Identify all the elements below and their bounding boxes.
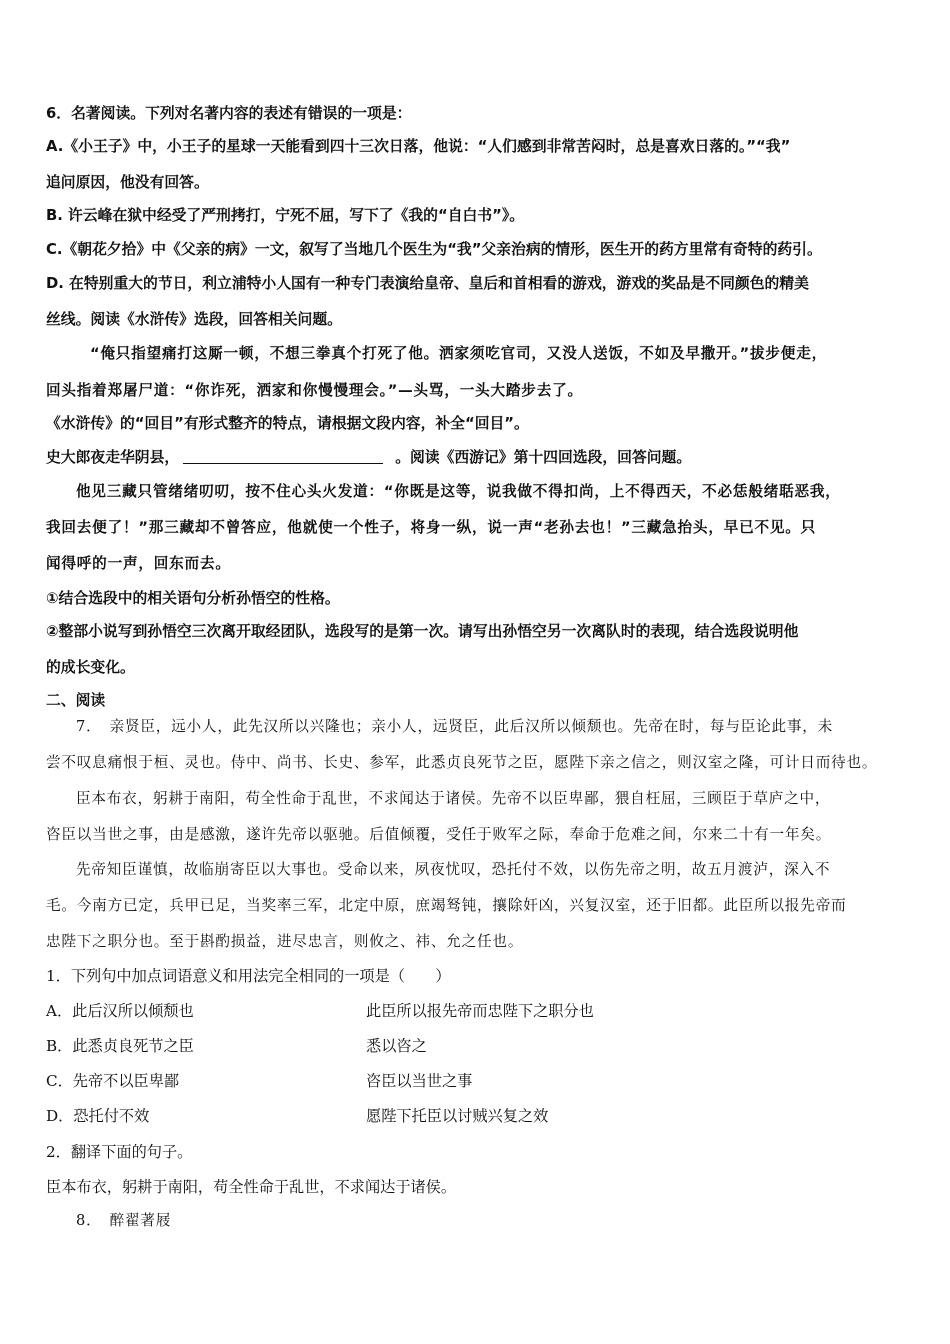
q1-option-b-right: 悉以咨之 bbox=[366, 1037, 427, 1055]
shuihu-quote: “俺只指望痛打这厮一顿，不想三拳真个打死了他。洒家须吃官司，又没人送饭，不如及早撒开。”拔步便走， bbox=[90, 345, 827, 362]
shuihu-question: 《水浒传》的“回目”有形式整齐的特点，请根据文段内容，补全“回目”。 bbox=[46, 415, 529, 432]
passage-line: 毛。今南方已定，兵甲已足，当奖率三军，北定中原，庶竭驽钝，攘除奸凶，兴复汉室，还于旧都。此臣所以报先帝而 bbox=[46, 897, 847, 914]
q2-stem: 2．翻译下面的句子。 bbox=[46, 1143, 193, 1161]
q6-option-d: D. 在特别重大的节日，利立浦特小人国有一种专门表演给皇帝、皇后和首相看的游戏，游戏的奖品是不同颜色的精美 bbox=[46, 275, 809, 292]
xiyou-q1: ①结合选段中的相关语句分析孙悟空的性格。 bbox=[46, 590, 340, 607]
xiyou-quote: 他见三藏只管绪绪叨叨，按不住心头火发道：“你既是这等，说我做不得扣尚，上不得西天，不必恁般绪聒恶我， bbox=[76, 483, 841, 500]
passage-line: 尝不叹息痛恨于桓、灵也。侍中、尚书、长史、参军，此悉贞良死节之臣，愿陛下亲之信之，则汉室之隆，可计日而待也。 bbox=[46, 754, 878, 771]
shuihu-answer-line bbox=[46, 447, 691, 469]
q6-option-d-cont: 丝线。阅读《水浒传》选段，回答相关问题。 bbox=[46, 311, 342, 328]
passage-line: 先帝知臣谨慎，故临崩寄臣以大事也。受命以来，夙夜忧叹，恐托付不效，以伤先帝之明，故五月渡泸，深入不 bbox=[76, 861, 831, 878]
xiyou-q2: ②整部小说写到孙悟空三次离开取经团队，选段写的是第一次。请写出孙悟空另一次离队时的表现，结合选段说明他 bbox=[46, 623, 799, 640]
q6-option-b: B. 许云峰在狱中经受了严刑拷打，宁死不屈，写下了《我的“自白书”》。 bbox=[46, 207, 525, 224]
q1-stem: 1．下列句中加点词语意义和用法完全相同的一项是（ ） bbox=[46, 967, 451, 985]
q6-option-a-cont: 追问原因，他没有回答。 bbox=[46, 174, 209, 191]
answer-prefix: 史大郎夜走华阴县， bbox=[46, 449, 180, 466]
q8-label: 8． 醉翟著屐 bbox=[76, 1212, 172, 1229]
passage-line: 7． 亲贤臣，远小人，此先汉所以兴隆也；亲小人，远贤臣，此后汉所以倾颓也。先帝在时，每与臣论此事，未 bbox=[76, 718, 834, 735]
answer-suffix: 。阅读《西游记》第十四回选段，回答问题。 bbox=[395, 449, 692, 466]
q6-option-c: C.《朝花夕拾》中《父亲的病》一文，叙写了当地几个医生为“我”父亲治病的情形，医生开的药方里常有奇特的药引。 bbox=[46, 241, 822, 258]
q1-option-d-left: D．恐托付不效 bbox=[46, 1107, 150, 1125]
section-heading: 二、阅读 bbox=[46, 692, 106, 709]
passage-line: 忠陛下之职分也。至于斟酌损益，进尽忠言，则攸之、祎、允之任也。 bbox=[46, 933, 524, 950]
xiyou-quote-cont: 我回去便了！”那三藏却不曾答应，他就使一个性子，将身一纵，说一声“老孙去也！”三藏急抬头，早已不见。只 bbox=[46, 519, 817, 536]
passage-line: 臣本布衣，躬耕于南阳，苟全性命于乱世，不求闻达于诸侯。先帝不以臣卑鄙，猥自枉屈，三顾臣于草庐之中， bbox=[76, 790, 831, 807]
xiyou-quote-end: 闻得呼的一声，回东而去。 bbox=[46, 555, 231, 572]
q6-stem: 6．名著阅读。下列对名著内容的表述有错误的一项是： bbox=[46, 105, 412, 122]
q2-sentence: 臣本布衣，躬耕于南阳，苟全性命于乱世，不求闻达于诸侯。 bbox=[46, 1178, 457, 1196]
passage-line: 咨臣以当世之事，由是感激，遂许先帝以驱驰。后值倾覆，受任于败军之际，奉命于危难之间，尔来二十有一年矣。 bbox=[46, 826, 832, 843]
xiyou-q2-cont: 的成长变化。 bbox=[46, 659, 135, 676]
q6-option-a: A.《小王子》中，小王子的星球一天能看到四十三次日落，他说：“人们感到非常苦闷时，总是喜欢日落的。”“我” bbox=[46, 138, 791, 155]
shuihu-quote-cont: 回头指着郑屠尸道：“你诈死，洒家和你慢慢理会。”—头骂，一头大踏步去了。 bbox=[46, 382, 583, 399]
answer-blank[interactable] bbox=[183, 449, 383, 464]
q1-option-c-left: C．先帝不以臣卑鄙 bbox=[46, 1072, 180, 1090]
q1-option-c-right: 咨臣以当世之事 bbox=[366, 1072, 473, 1090]
q1-option-a-left: A．此后汉所以倾颓也 bbox=[46, 1002, 194, 1020]
q1-option-a-right: 此臣所以报先帝而忠陛下之职分也 bbox=[366, 1002, 594, 1020]
q1-option-d-right: 愿陛下托臣以讨贼兴复之效 bbox=[366, 1107, 549, 1125]
q1-option-b-left: B．此悉贞良死节之臣 bbox=[46, 1037, 194, 1055]
